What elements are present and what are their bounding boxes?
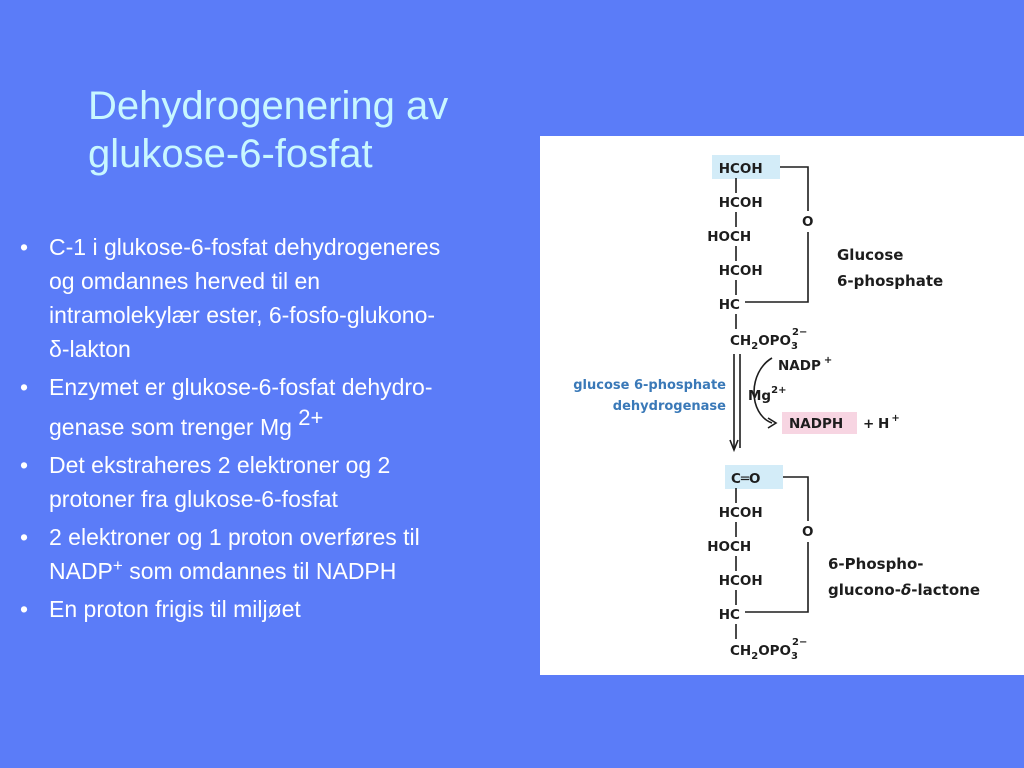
bullet-text: protoner fra glukose-6-fosfat [49, 486, 338, 512]
atom-label: C [730, 607, 740, 623]
plus-sign: + [863, 416, 875, 432]
ch2-group: $CH_2OPO_32-$ [730, 637, 808, 662]
ring-bracket [745, 477, 808, 612]
atom-label: H [718, 195, 730, 211]
ch2-group: $CH_2OPO_32-$ [730, 327, 808, 352]
atom-label: COH [730, 195, 763, 211]
bullet-dot: • [20, 234, 29, 260]
atom-label: H [718, 161, 730, 177]
lactone-name: 6-Phospho- [828, 555, 924, 573]
atom-label: COH [730, 573, 763, 589]
delta-symbol: δ [49, 336, 62, 362]
bullet-item [20, 592, 540, 626]
bullet-text: som omdannes til NADPH [122, 558, 397, 584]
glucose-name-line-2: 6-phosphate [837, 272, 944, 290]
bullet-text: intramolekylær ester, 6-fosfo-glukono- [49, 302, 436, 328]
bullet-text: og omdannes herved til en [49, 268, 321, 294]
bullet-dot: • [20, 452, 29, 478]
reaction-diagram [540, 136, 1024, 675]
atom-label: COH [730, 505, 763, 521]
lactone-name-line-2: glucono-δ-lactone [828, 581, 980, 599]
bullet-item [20, 230, 540, 366]
atom-label: HO [707, 539, 730, 555]
atom-label: H [718, 505, 730, 521]
title-line-1: Dehydrogenering av [88, 84, 449, 128]
bullet-text: Enzymet er glukose-6-fosfat dehydro- [49, 374, 433, 400]
atom-label: COH [730, 263, 763, 279]
bullet-dot: • [20, 524, 29, 550]
ring-oxygen: O [802, 524, 814, 540]
atom-label: H [718, 297, 730, 313]
glucose-6-phosphate-structure [707, 161, 943, 352]
bullet-dot: • [20, 374, 29, 400]
atom-label: CH [730, 539, 752, 555]
bullet-text: -lakton [61, 336, 131, 362]
atom-label: C═O [731, 471, 761, 487]
bullet-text: Det ekstraheres 2 elektroner og 2 [49, 452, 391, 478]
bullet-dot: • [20, 596, 29, 622]
slide-title [88, 82, 528, 178]
reaction-figure [540, 136, 1024, 675]
bullet-text: NADP [49, 558, 113, 584]
reaction-arrows [573, 354, 899, 450]
bullet-item [20, 370, 540, 444]
superscript: 2+ [298, 405, 324, 430]
bullet-text: En proton frigis til miljøet [49, 596, 301, 622]
enzyme-name-line-2: dehydrogenase [612, 399, 726, 414]
nadph-label: NADPH [789, 416, 844, 432]
atom-label: H [718, 573, 730, 589]
atom-label: H [718, 607, 730, 623]
phosphoglucono-lactone-structure [707, 471, 980, 662]
magnesium-label: $Mg^{2+}$ [748, 385, 787, 404]
bullet-text: genase som trenger Mg [49, 414, 299, 440]
bullet-list [20, 230, 540, 630]
atom-label: CH [730, 229, 752, 245]
atom-label: C [730, 297, 740, 313]
ring-bracket [745, 167, 808, 302]
bullet-text: C-1 i glukose-6-fosfat dehydrogeneres [49, 234, 441, 260]
bullet-item [20, 520, 540, 588]
atom-label: COH [730, 161, 763, 177]
superscript: + [112, 556, 123, 575]
glucose-name: Glucose [837, 246, 904, 264]
bullet-text: 2 elektroner og 1 proton overføres til [49, 524, 420, 550]
enzyme-name: glucose 6-phosphate [573, 378, 726, 393]
proton-label: H + [878, 413, 900, 432]
atom-label: H [718, 263, 730, 279]
nadp-label: NADP + [778, 355, 833, 374]
atom-label: HO [707, 229, 730, 245]
ring-oxygen: O [802, 214, 814, 230]
bullet-item [20, 448, 540, 516]
title-line-2: glukose-6-fosfat [88, 132, 373, 176]
